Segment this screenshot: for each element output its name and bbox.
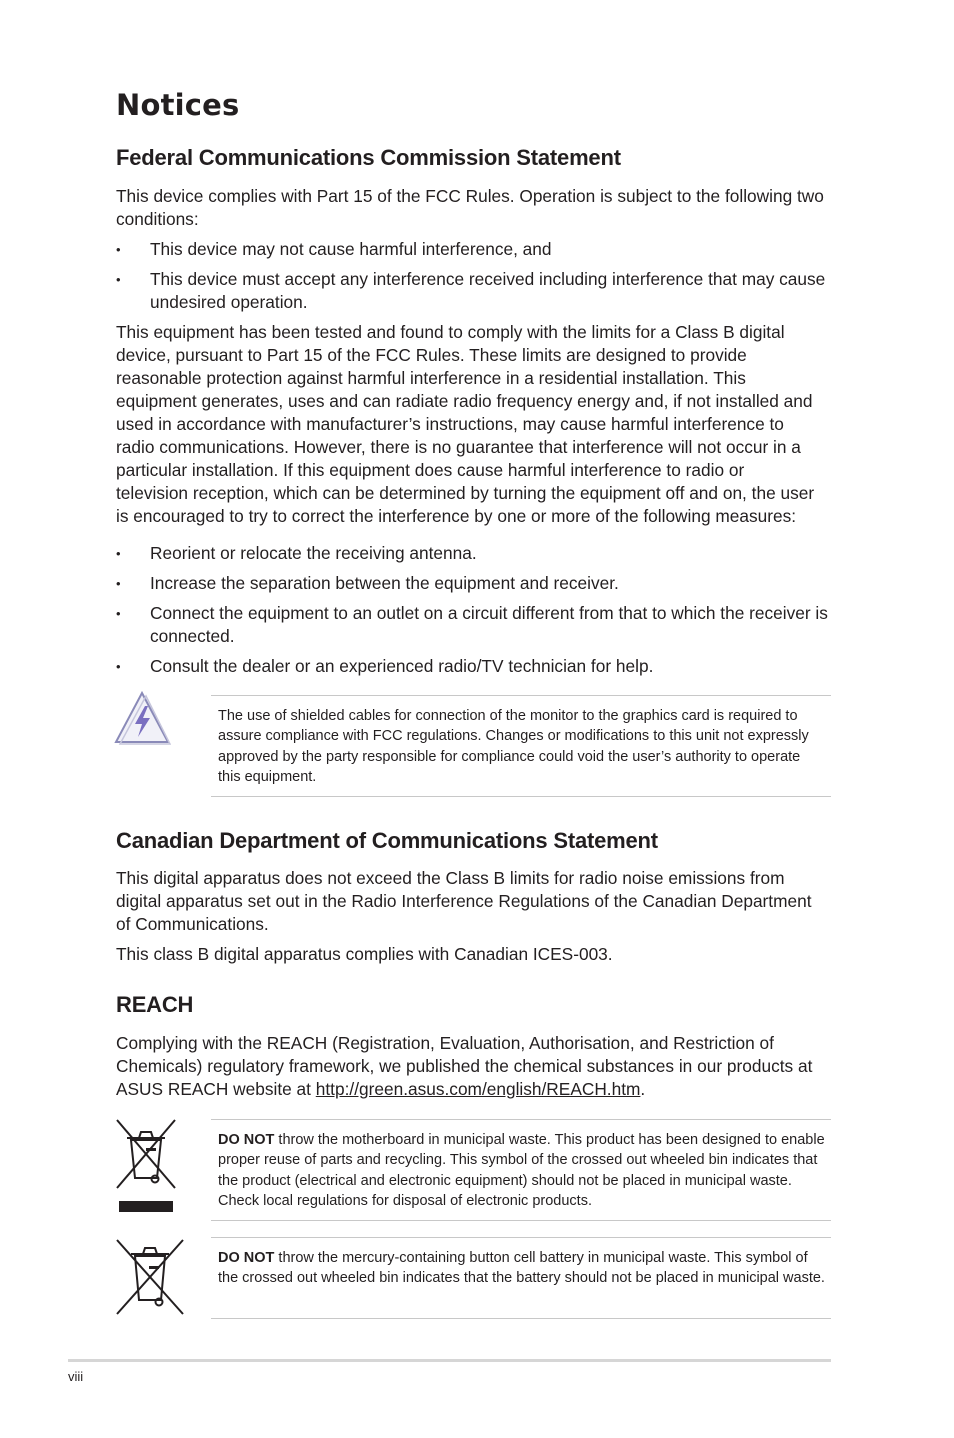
list-item-text: This device may not cause harmful interference, and — [150, 239, 552, 259]
reach-note-2-text — [218, 1248, 826, 1289]
bullet-marker: • — [116, 576, 121, 591]
footer-divider — [68, 1359, 831, 1362]
reach-para-text: Complying with the REACH (Registration, Evaluation, Authorisation, and Restriction of Chemicals) regulatory framework, we published the chemical substances in our products at ASUS REACH website at — [116, 1033, 813, 1099]
bullet-marker: • — [116, 606, 121, 621]
warning-lightning-icon — [113, 690, 171, 746]
canadian-para-1: This digital apparatus does not exceed the Class B limits for radio noise emissions from digital apparatus set out in the Radio Interference Regulations of the Canadian Department of Communications. — [116, 868, 812, 934]
reach-heading: REACH — [116, 992, 194, 1017]
canadian-heading: Canadian Department of Communications Statement — [116, 828, 658, 853]
list-item-text: Reorient or relocate the receiving antenna. — [150, 543, 477, 563]
fcc-note — [211, 695, 831, 797]
list-item-text: This device must accept any interference received including interference that may cause undesired operation. — [150, 269, 826, 312]
list-item-text: Increase the separation between the equipment and receiver. — [150, 573, 619, 593]
reach-note-1 — [211, 1119, 831, 1221]
reach-note-1-text — [218, 1130, 826, 1211]
fcc-note-text: The use of shielded cables for connection of the monitor to the graphics card is required to assure compliance with FCC regulations. Changes or modifications to this unit not expressly approved by the party responsible for compliance could void the user’s authority to operate this equipment. — [218, 708, 809, 785]
bullet-marker: • — [116, 242, 121, 257]
reach-para-end: . — [640, 1079, 646, 1099]
crossed-out-wheeled-bin-icon — [113, 1118, 179, 1214]
reach-note-1-body: throw the motherboard in municipal waste. This product has been designed to enable proper reuse of parts and recycling. This symbol of the crossed out wheeled bin indicates that the product (electrical and electronic equipment) should not be placed in municipal waste. Check local regulations for disposal of electronic products. — [218, 1132, 825, 1209]
bullet-marker: • — [116, 546, 121, 561]
canadian-para-2: This class B digital apparatus complies with Canadian ICES-003. — [116, 944, 613, 964]
page-number: viii — [68, 1369, 84, 1384]
list-item-text: Connect the equipment to an outlet on a circuit different from that to which the receiver is connected. — [150, 603, 828, 646]
reach-note-2-body: throw the mercury-containing button cell battery in municipal waste. This symbol of the crossed out wheeled bin indicates that the battery should not be placed in municipal waste. — [218, 1250, 825, 1287]
do-not-label: DO NOT — [218, 1132, 275, 1148]
bullet-marker: • — [116, 659, 121, 674]
fcc-intro: This device complies with Part 15 of the FCC Rules. Operation is subject to the following two conditions: — [116, 186, 824, 229]
list-item-text: Consult the dealer or an experienced radio/TV technician for help. — [150, 656, 654, 676]
fcc-body: This equipment has been tested and found to comply with the limits for a Class B digital device, pursuant to Part 15 of the FCC Rules. These limits are designed to provide reasonable protection against harmful interference in a residential installation. This equipment generates, uses and can radiate radio frequency energy and, if not installed and used in accordance with manufacturer’s instructions, may cause harmful interference to radio communications. However, there is no guarantee that interference will not occur in a particular installation. If this equipment does cause harmful interference to radio or television reception, which can be determined by turning the equipment off and on, the user is encouraged to try to correct the interference by one or more of the following measures: — [116, 322, 815, 526]
reach-note-2 — [211, 1237, 831, 1319]
fcc-heading: Federal Communications Commission Statement — [116, 145, 621, 170]
reach-para — [116, 1032, 826, 1101]
do-not-label: DO NOT — [218, 1250, 275, 1266]
bullet-marker: • — [116, 272, 121, 287]
reach-website-link[interactable]: http://green.asus.com/english/REACH.htm — [315, 1079, 641, 1099]
page-title: Notices — [116, 88, 240, 122]
crossed-out-battery-bin-icon — [113, 1238, 185, 1316]
